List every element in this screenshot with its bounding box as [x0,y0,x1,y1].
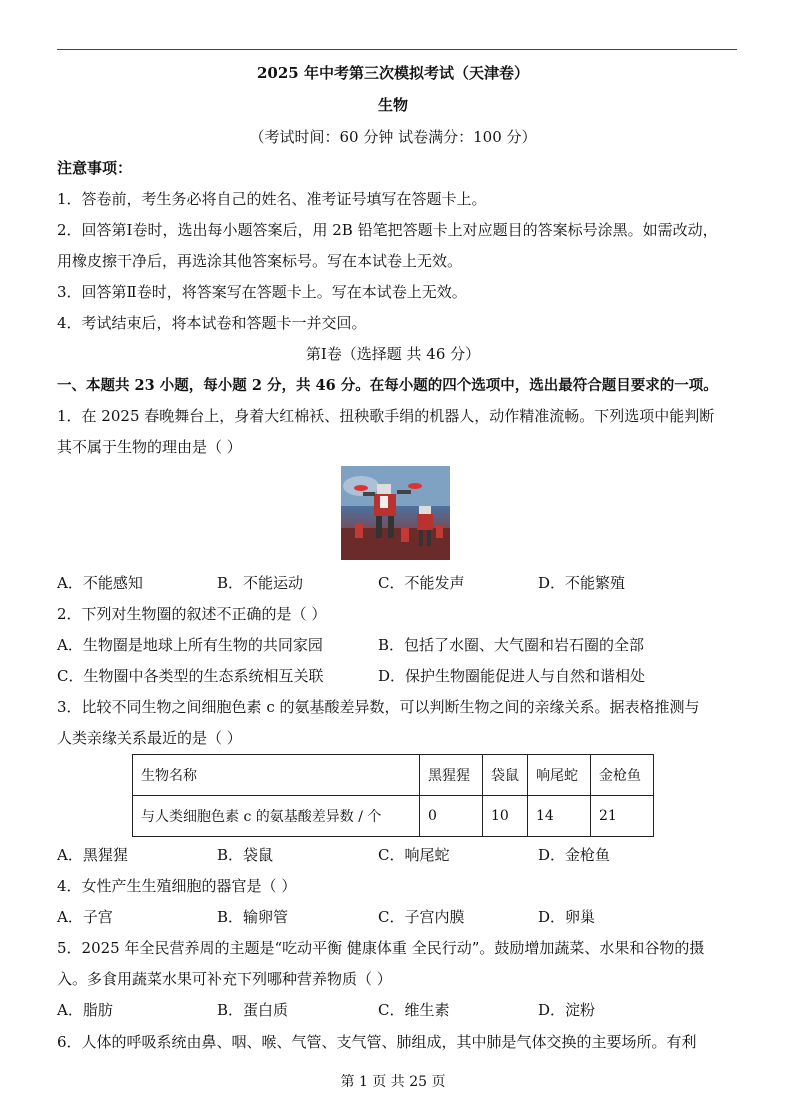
table-cell: 袋鼠 [483,755,528,796]
q1-stem: 1．在 2025 春晚舞台上，身着大红棉袄、扭秧歌手绢的机器人，动作精准流畅。下列选项中能判断 [57,407,715,425]
table-cell: 21 [591,796,654,837]
q4-option-a: A．子宫 [57,908,113,926]
q5-option-a: A．脂肪 [57,1001,113,1019]
q6-stem: 6．人体的呼吸系统由鼻、咽、喉、气管、支气管、肺组成，其中肺是气体交换的主要场所。有利 [57,1033,697,1051]
table-header-row [133,755,654,796]
header-rule [57,49,737,50]
exam-title: 2025 年中考第三次模拟考试（天津卷） [257,64,529,82]
cytochrome-table [132,754,654,837]
table-cell: 与人类细胞色素 c 的氨基酸差异数 / 个 [133,796,420,837]
table-cell: 10 [483,796,528,837]
q5-option-b: B．蛋白质 [217,1001,289,1019]
robot-illustration [341,466,450,560]
notice-item: 4．考试结束后，将本试卷和答题卡一并交回。 [57,314,367,332]
notice-item: 2．回答第Ⅰ卷时，选出每小题答案后，用 2B 铅笔把答题卡上对应题目的答案标号涂黑。如需改动， [57,221,718,239]
q4-option-d: D．卵巢 [538,908,596,926]
q2-stem: 2．下列对生物圈的叙述不正确的是（ ） [57,605,327,623]
table-cell: 黑猩猩 [420,755,483,796]
q3-option-d: D．金枪鱼 [538,846,611,864]
q1-option-c: C．不能发声 [378,574,465,592]
q3-stem: 人类亲缘关系最近的是（ ） [57,729,242,747]
q4-stem: 4．女性产生生殖细胞的器官是（ ） [57,877,297,895]
table-row [133,796,654,837]
table-cell: 响尾蛇 [528,755,591,796]
notice-item: 3．回答第Ⅱ卷时，将答案写在答题卡上。写在本试卷上无效。 [57,283,467,301]
q1-option-a: A．不能感知 [57,574,143,592]
q3-option-b: B．袋鼠 [217,846,274,864]
q3-option-a: A．黑猩猩 [57,846,128,864]
table-cell: 14 [528,796,591,837]
exam-subject: 生物 [377,96,408,114]
q5-option-c: C．维生素 [378,1001,450,1019]
q5-option-d: D．淀粉 [538,1001,596,1019]
q2-option-a: A．生物圈是地球上所有生物的共同家园 [57,636,323,654]
q1-option-d: D．不能繁殖 [538,574,626,592]
table-cell: 0 [420,796,483,837]
q4-option-c: C．子宫内膜 [378,908,465,926]
q2-option-d: D．保护生物圈能促进人与自然和谐相处 [378,667,646,685]
table-cell: 生物名称 [133,755,420,796]
q1-option-b: B．不能运动 [217,574,304,592]
notice-heading: 注意事项： [57,159,133,177]
page-footer: 第 1 页 共 25 页 [340,1074,446,1090]
q2-option-b: B．包括了水圈、大气圈和岩石圈的全部 [378,636,645,654]
q2-option-c: C．生物圈中各类型的生态系统相互关联 [57,667,324,685]
q5-stem: 5．2025 年全民营养周的主题是“吃动平衡 健康体重 全民行动”。鼓励增加蔬菜、水果和谷物的摄 [57,939,705,957]
exam-info: （考试时间：60 分钟 试卷满分：100 分） [249,128,537,146]
section-instruction: 一、本题共 23 小题，每小题 2 分，共 46 分。在每小题的四个选项中，选出最符合题目要求的一项。 [57,377,718,394]
notice-item: 用橡皮擦干净后，再选涂其他答案标号。写在本试卷上无效。 [57,252,463,270]
q3-stem: 3．比较不同生物之间细胞色素 c 的氨基酸差异数，可以判断生物之间的亲缘关系。据表格推测与 [57,698,700,716]
table-cell: 金枪鱼 [591,755,654,796]
section-heading: 第Ⅰ卷（选择题 共 46 分） [305,345,481,363]
notice-item: 1．答卷前，考生务必将自己的姓名、准考证号填写在答题卡上。 [57,190,487,208]
q4-option-b: B．输卵管 [217,908,289,926]
q5-stem: 入。多食用蔬菜水果可补充下列哪种营养物质（ ） [57,970,392,988]
q1-stem: 其不属于生物的理由是（ ） [57,438,242,456]
q3-option-c: C．响尾蛇 [378,846,450,864]
robot-performance-photo [341,466,450,560]
